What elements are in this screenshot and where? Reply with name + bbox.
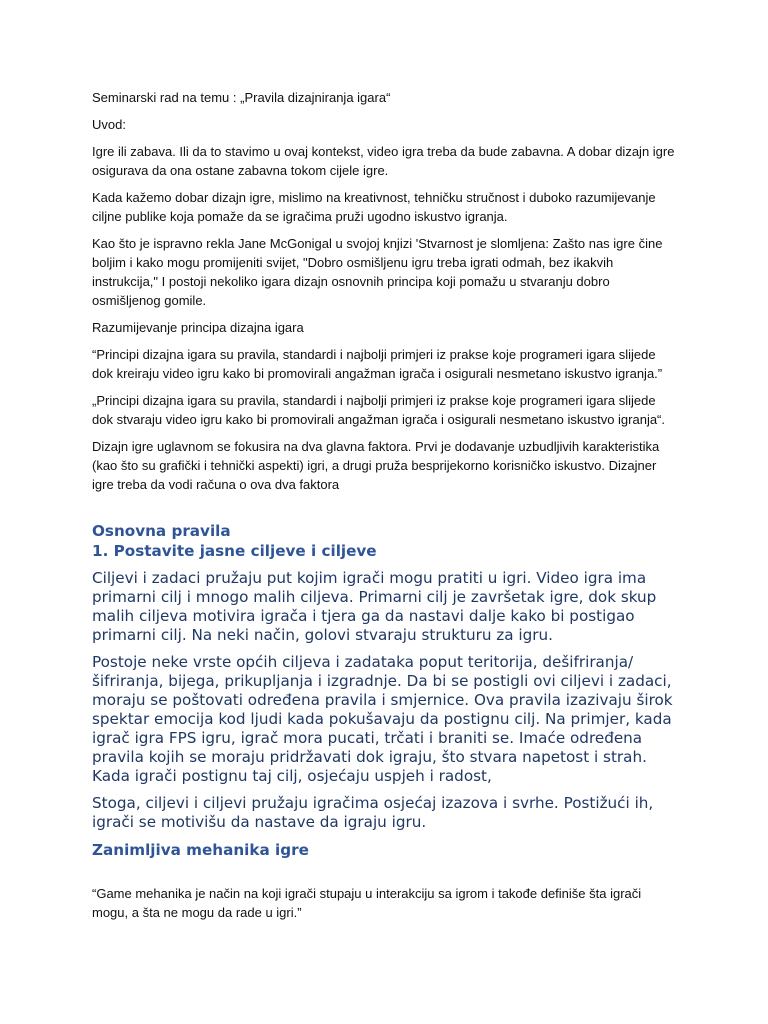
document-page xyxy=(92,88,680,930)
rules-paragraph-3: Stoga, ciljevi i ciljevi pružaju igračima osjećaj izazova i svrhe. Postižući ih, igrači se motivišu da nastave da igraju igru. xyxy=(92,794,654,831)
intro-paragraph-1: Igre ili zabava. Ili da to stavimo u ovaj kontekst, video igra treba da bude zabavna. A dobar dizajn igre osigurava da ona ostane zabavna tokom cijele igre. xyxy=(92,144,675,178)
document-title: Seminarski rad na temu : „Pravila dizajniranja igara“ xyxy=(92,90,391,105)
section-subheading: 1. Postavite jasne ciljeve i ciljeve xyxy=(92,542,377,560)
mechanics-heading: Zanimljiva mehanika igre xyxy=(92,841,309,859)
spacer xyxy=(92,502,680,521)
quote-1: “Principi dizajna igara su pravila, standardi i najbolji primjeri iz prakse koje programeri igara slijede dok kreiraju video igru kako bi promovirali angažman igrača i osigurali nesmetano iskustvo igranja.” xyxy=(92,347,663,381)
rules-paragraph-2: Postoje neke vrste općih ciljeva i zadataka poput teritorija, dešifriranja/šifriranja, bijega, prikupljanja i izgradnje. Da bi se postigli ovi ciljevi i zadaci, moraju se poštovati određena pravila i smjernice. Ova pravila izazivaju širok spektar emocija kod ljudi kada pokušavaju da postignu cilj. Na primjer, kada igrač igra FPS igru, igrač mora pucati, trčati i braniti se. Imaće određena pravila kojih se moraju pridržavati dok igraju, što stvara napetost i strah. Kada igrači postignu taj cilj, osjećaju uspjeh i radost, xyxy=(92,653,673,785)
quote-2: „Principi dizajna igara su pravila, standardi i najbolji primjeri iz prakse koje programeri igara slijede dok stvaraju video igru kako bi promovirali angažman igrača i osigurali nesmetano iskustvo igranja“. xyxy=(92,393,666,427)
closing-paragraph: Dizajn igre uglavnom se fokusira na dva glavna faktora. Prvi je dodavanje uzbudljivih karakteristika (kao što su grafički i tehnički aspekti) igri, a drugi pruža besprijekorno korisničko iskustvo. Dizajner igre treba da vodi računa o ova dva faktora xyxy=(92,439,660,492)
section-label: Razumijevanje principa dizajna igara xyxy=(92,320,304,335)
rules-paragraph-1: Ciljevi i zadaci pružaju put kojim igrači mogu pratiti u igri. Video igra ima primarni cilj i mnogo malih ciljeva. Primarni cilj je završetak igre, dok skup malih ciljeva motivira igrača i tjera ga da nastavi dalje kako bi postigao primarni cilj. Na neki način, golovi stvaraju strukturu za igru. xyxy=(92,569,657,644)
intro-paragraph-3: Kao što je ispravno rekla Jane McGonigal u svojoj knjizi 'Stvarnost je slomljena: Zašto nas igre čine boljim i kako mogu promijeniti svijet, "Dobro osmišljenu igru treba igrati odmah, bez ikakvih instrukcija," I postoji nekoliko igara dizajn osnovnih principa koji pomažu u stvaranju dobro osmišljenog gomile. xyxy=(92,236,663,308)
section-heading: Osnovna pravila xyxy=(92,522,231,540)
mechanics-quote: “Game mehanika je način na koji igrači stupaju u interakciju sa igrom i takođe definiše šta igrači mogu, a šta ne mogu da rade u igri.” xyxy=(92,886,642,920)
intro-label: Uvod: xyxy=(92,117,126,132)
intro-paragraph-2: Kada kažemo dobar dizajn igre, mislimo na kreativnost, tehničku stručnost i duboko razumijevanje ciljne publike koja pomaže da se igračima pruži ugodno iskustvo igranja. xyxy=(92,190,656,224)
